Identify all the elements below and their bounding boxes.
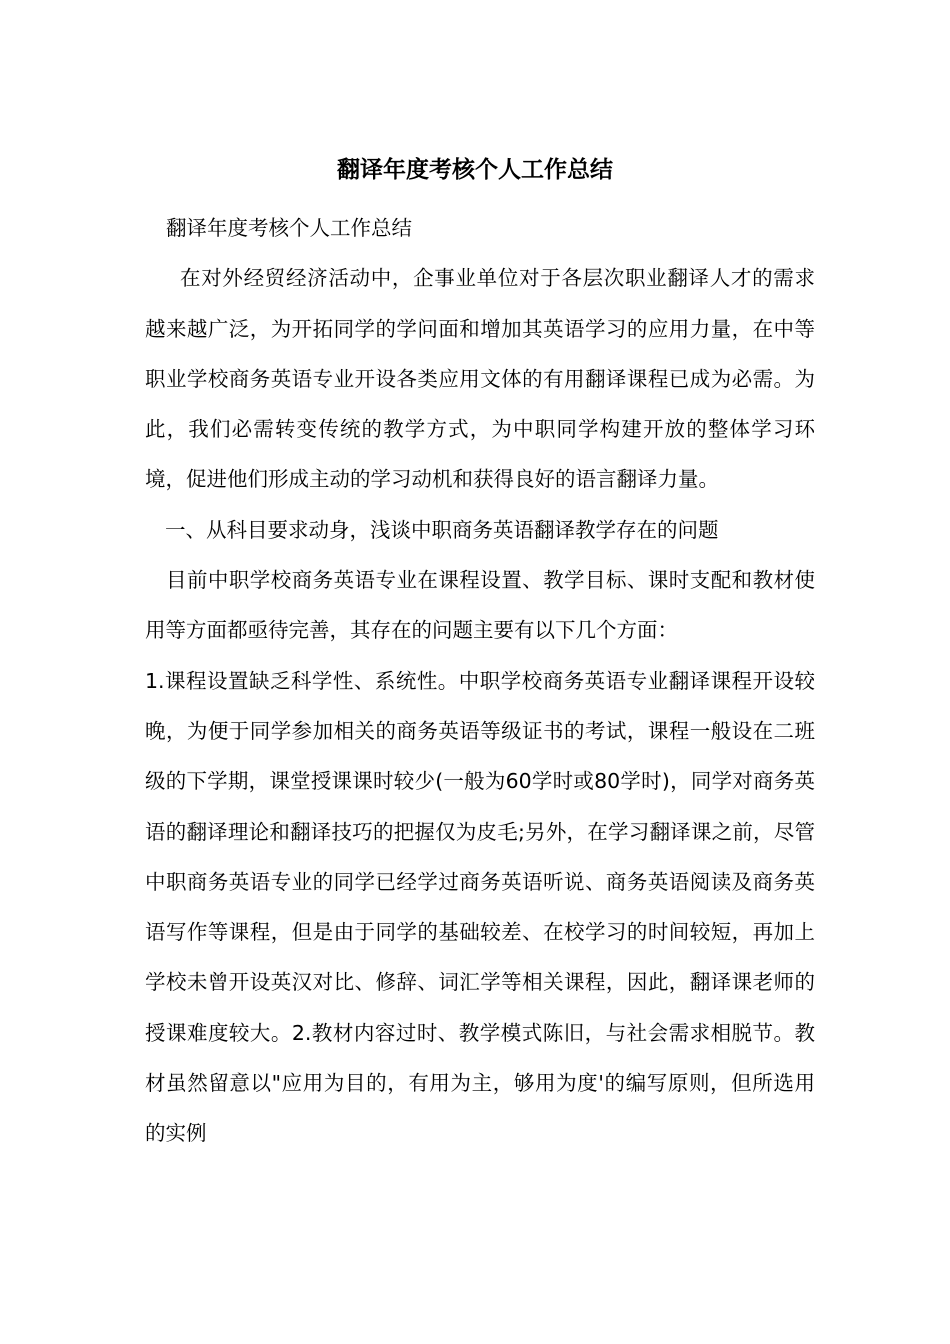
problem-intro-paragraph: 目前中职学校商务英语专业在课程设置、教学目标、课时支配和教材使用等方面都亟待完善，其存在的问题主要有以下几个方面： (145, 568, 815, 643)
intro-paragraph: 在对外经贸经济活动中，企事业单位对于各层次职业翻译人才的需求越来越广泛，为开拓同学的学问面和增加其英语学习的应用力量，在中等职业学校商务英语专业开设各类应用文体的有用翻译课程已成为必需。为此，我们必需转变传统的教学方式，为中职同学构建开放的整体学习环境，促进他们形成主动的学习动机和获得良好的语言翻译力量。 (145, 266, 815, 492)
problem-details-paragraph: 1.课程设置缺乏科学性、系统性。中职学校商务英语专业翻译课程开设较晚，为便于同学参加相关的商务英语等级证书的考试，课程一般设在二班级的下学期，课堂授课课时较少(一般为60学时或80学时)，同学对商务英语的翻译理论和翻译技巧的把握仅为皮毛;另外，在学习翻译课之前，尽管中职商务英语专业的同学已经学过商务英语听说、商务英语阅读及商务英语写作等课程，但是由于同学的基础较差、在校学习的时间较短，再加上学校未曾开设英汉对比、修辞、词汇学等相关课程，因此，翻译课老师的授课难度较大。2.教材内容过时、教学模式陈旧，与社会需求相脱节。教材虽然留意以"应用为目的，有用为主，够用为度'的编写原则，但所选用的实例 (145, 668, 815, 1146)
subtitle-paragraph: 翻译年度考核个人工作总结 (166, 216, 412, 240)
document-body (145, 203, 815, 1159)
section-heading: 一、从科目要求动身，浅谈中职商务英语翻译教学存在的问题 (165, 517, 719, 542)
document-title: 翻译年度考核个人工作总结 (337, 157, 613, 183)
